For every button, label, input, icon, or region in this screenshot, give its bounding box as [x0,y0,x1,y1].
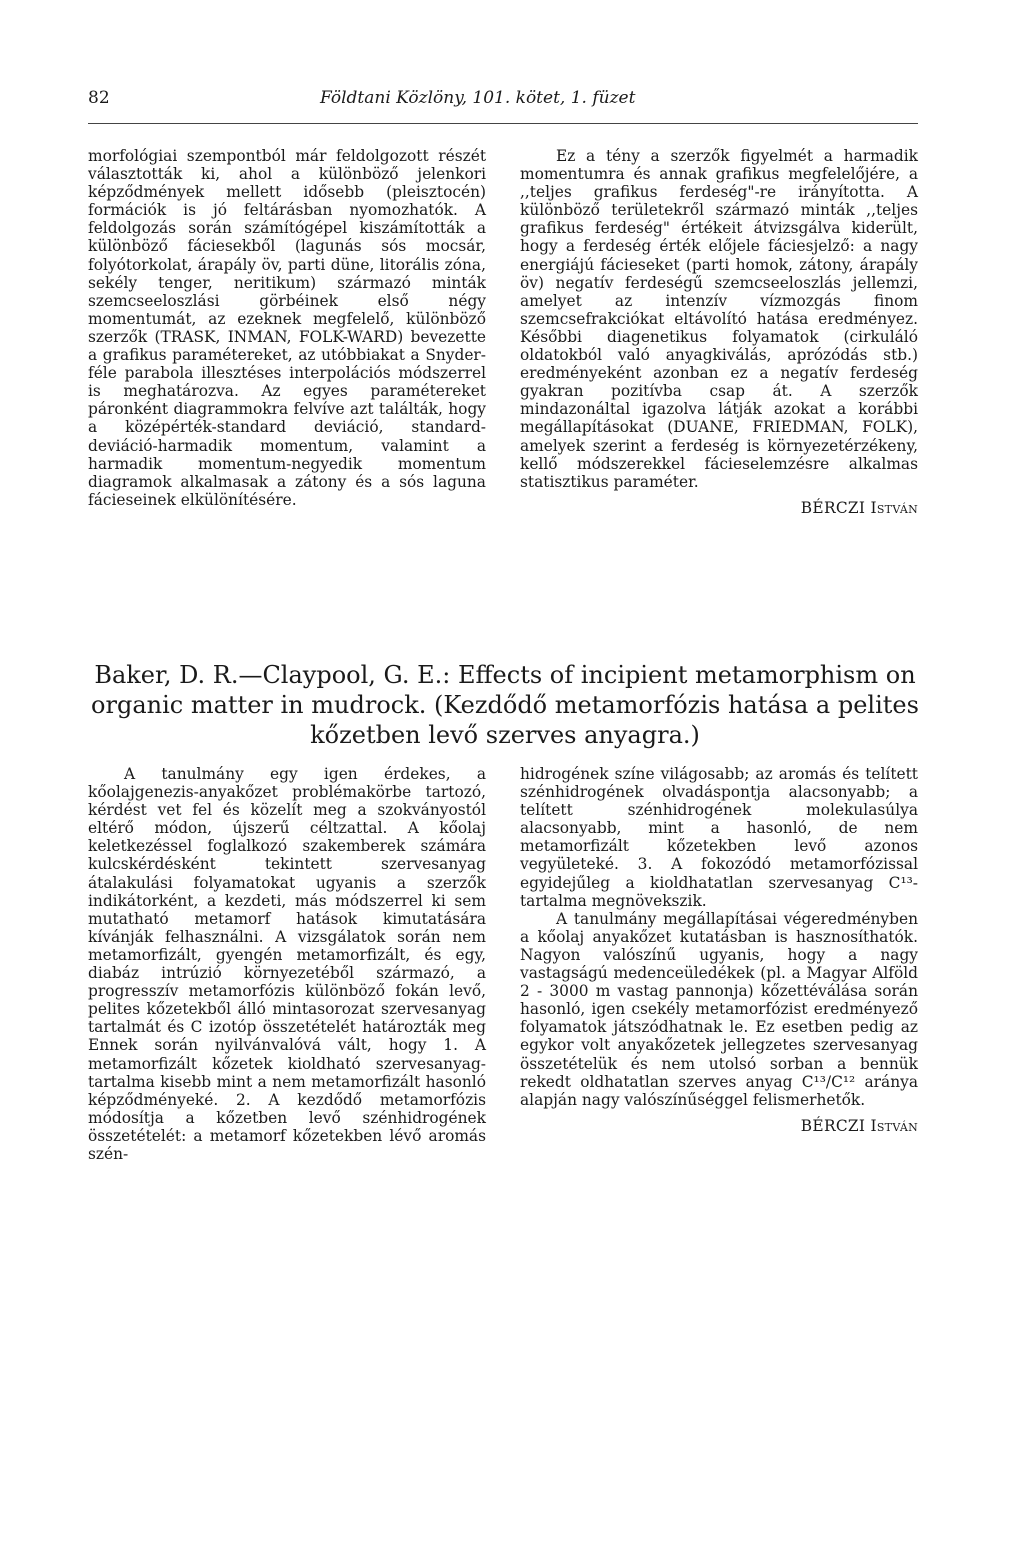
review1-right-column [520,147,918,517]
review1-left-text: morfológiai szempontból már feldolgozott részét választották ki, ahol a különböző jelenkori képződmények mellett idősebb (pleisztocén) formációk is jó feltárásban nyomozhatók. A feldolgozás során számítógépel kiszámították a különböző fáciesekből (lagunás sós mocsár, folyótorkolat, árapály öv, parti düne, litorális zóna, sekély tenger, neritikum) származó minták szemcseeloszlási görbéinek első négy momentumát, az ezeknek megfelelő, különböző szerzők (TRASK, INMAN, FOLK-WARD) bevezette a grafikus paramétereket, az utóbbiakat a Snyder-féle parabola illesztéses interpolációs módszerrel is meghatározva. Az egyes paramétereket páronként diagrammokra felvíve azt találták, hogy a középérték-standard deviáció, standard-deviáció-harmadik momentum, valamint a harmadik momentum-negyedik momentum diagramok alkalmasak a zátony és a sós laguna fácieseinek elkülönítésére. [88,147,486,509]
review2-left-column [88,765,486,1163]
review2-right-text-2: A tanulmány megállapításai végeredményben a kőolaj anyakőzet kutatásban is hasznosíthatók. Nagyon valószínű ugyanis, hogy a nagy vastagságú medenceüledékek (pl. a Magyar Alföld 2 - 3000 m vastag pannonja) kőzettéválása során hasonló, igen csekély metamorfózist eredményező folyamatok játszódhatnak le. Ez esetben pedig az egykor volt anyakőzetek jellegzetes szervesanyag összetételük és nem utolsó sorban a bennük rekedt oldhatatlan szerves anyag C¹³/C¹² aránya alapján nagy valószínűséggel felismerhetők. [520,909,918,1109]
review2-right-text-1: hidrogének színe világosabb; az aromás és telített szénhidrogének olvadáspontja alacsonyabb; a telített szénhidrogének molekulasúlya alacsonyabb, mint a hasonló, de nem metamorfizált kőzetekben levő azonos vegyületeké. 3. A fokozódó metamorfózissal egyidejűleg a kioldhatatlan szervesanyag C¹³-tartalma megnövekszik. [520,765,918,910]
review1-left-column [88,147,486,509]
page-number: 82 [88,88,110,108]
review1-right-text: Ez a tény a szerzők figyelmét a harmadik momentumra és annak grafikus megfelelőjére, a ,,teljes grafikus ferdeség"-re irányította. A különböző területekről származó minták ,,teljes grafikus ferdeség" értékeit átvizsgálva kiderült, hogy a ferdeség érték előjele fáciesjelző: a nagy energiájú fácieseket (parti homok, zátony, árapály öv) negatív ferdeségű szemcseeloszlás jellemzi, amelyet az intenzív vízmozgás finom szemcsefrakciókat eltávolító hatása eredményez. Későbbi diagenetikus folyamatok (cirkuláló oldatokból való anyagkiválás, aprózódás stb.) eredményeként azonban ez a negatív ferdeség gyakran pozitívba csap át. A szerzők mindazonáltal igazolva látják azokat a korábbi megállapításokat (DUANE, FRIEDMAN, FOLK), amelyek szerint a ferdeség is környezetérzékeny, kellő módszerekkel fácieselemzésre alkalmas statisztikus paraméter. [520,147,918,491]
review2-left-text: A tanulmány egy igen érdekes, a kőolajgenezis-anyakőzet problémakörbe tartozó, kérdést vet fel és közelít meg a szokványostól eltérő módon, újszerű céltzattal. A kőolaj keletkezéssel foglalkozó szakemberek számára kulcskérdésként tekintett szervesanyag átalakulási folyamatokat ugyanis a szerzők indikátorként, a kezdeti, más módszerrel ki sem mutatható metamorf hatások kimutatására kívánják felhasználni. A vizsgálatok során nem metamorfizált, gyengén metamorfizált, és egy, diabáz intrúzió környezetéből származó, a progresszív metamorfózis különböző fokán levő, pelites kőzetekből álló mintasorozat szervesanyag tartalmát és C izotóp összetételét határozták meg Ennek során nyilvánvalóvá vált, hogy 1. A metamorfizált kőzetek kioldható szervesanyag-tartalma kisebb mint a nem metamorfizált hasonló képződményeké. 2. A kezdődő metamorfózis módosítja a kőzetben levő szénhidrogének összetételét: a metamorf kőzetekben lévő aromás szén- [88,765,486,1163]
review1-signature: BÉRCZI István [800,498,918,517]
header-rule [88,123,918,124]
review2-signature: BÉRCZI István [800,1116,918,1135]
page-header [88,88,918,122]
review2-title: Baker, D. R.—Claypool, G. E.: Effects of incipient metamorphism on organic matter in mudrock. (Kezdődő metamorfózis hatása a pelites kőzetben levő szerves anyagra.) [91,661,919,749]
running-title: Földtani Közlöny, 101. kötet, 1. füzet [320,88,636,108]
review2-right-column [520,765,918,1135]
